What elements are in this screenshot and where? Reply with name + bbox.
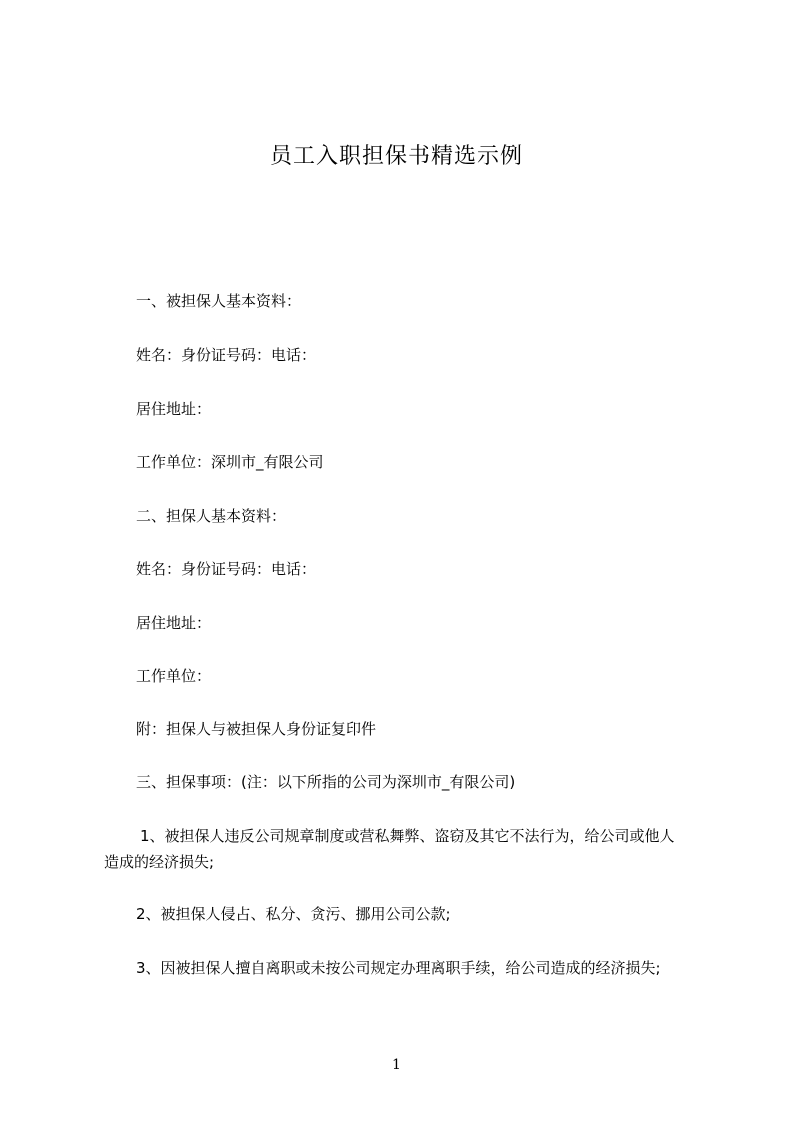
guarantee-item-1: 1、被担保人违反公司规章制度或营私舞弊、盗窃及其它不法行为，给公司或他人 — [140, 827, 675, 845]
guarantee-item-2: 2、被担保人侵占、私分、贪污、挪用公司公款; — [136, 905, 451, 923]
section-3-heading: 三、担保事项：(注：以下所指的公司为深圳市_有限公司) — [136, 773, 516, 791]
guaranteed-address-line: 居住地址： — [136, 400, 212, 418]
page-number: 1 — [392, 1057, 401, 1073]
guarantor-name-line: 姓名：身份证号码：电话： — [136, 560, 317, 578]
guarantee-item-3: 3、因被担保人擅自离职或未按公司规定办理离职手续，给公司造成的经济损失; — [136, 959, 661, 977]
section-1-heading: 一、被担保人基本资料： — [136, 292, 302, 310]
guarantee-item-1-continued: 造成的经济损失; — [104, 853, 215, 871]
guarantor-employer-line: 工作单位： — [136, 667, 212, 685]
section-2-heading: 二、担保人基本资料： — [136, 507, 287, 525]
guaranteed-name-line: 姓名：身份证号码：电话： — [136, 346, 317, 364]
guaranteed-employer-line: 工作单位：深圳市_有限公司 — [136, 453, 324, 471]
guarantor-address-line: 居住地址： — [136, 614, 212, 632]
attachment-note: 附：担保人与被担保人身份证复印件 — [136, 720, 377, 738]
document-title: 员工入职担保书精选示例 — [269, 144, 523, 169]
